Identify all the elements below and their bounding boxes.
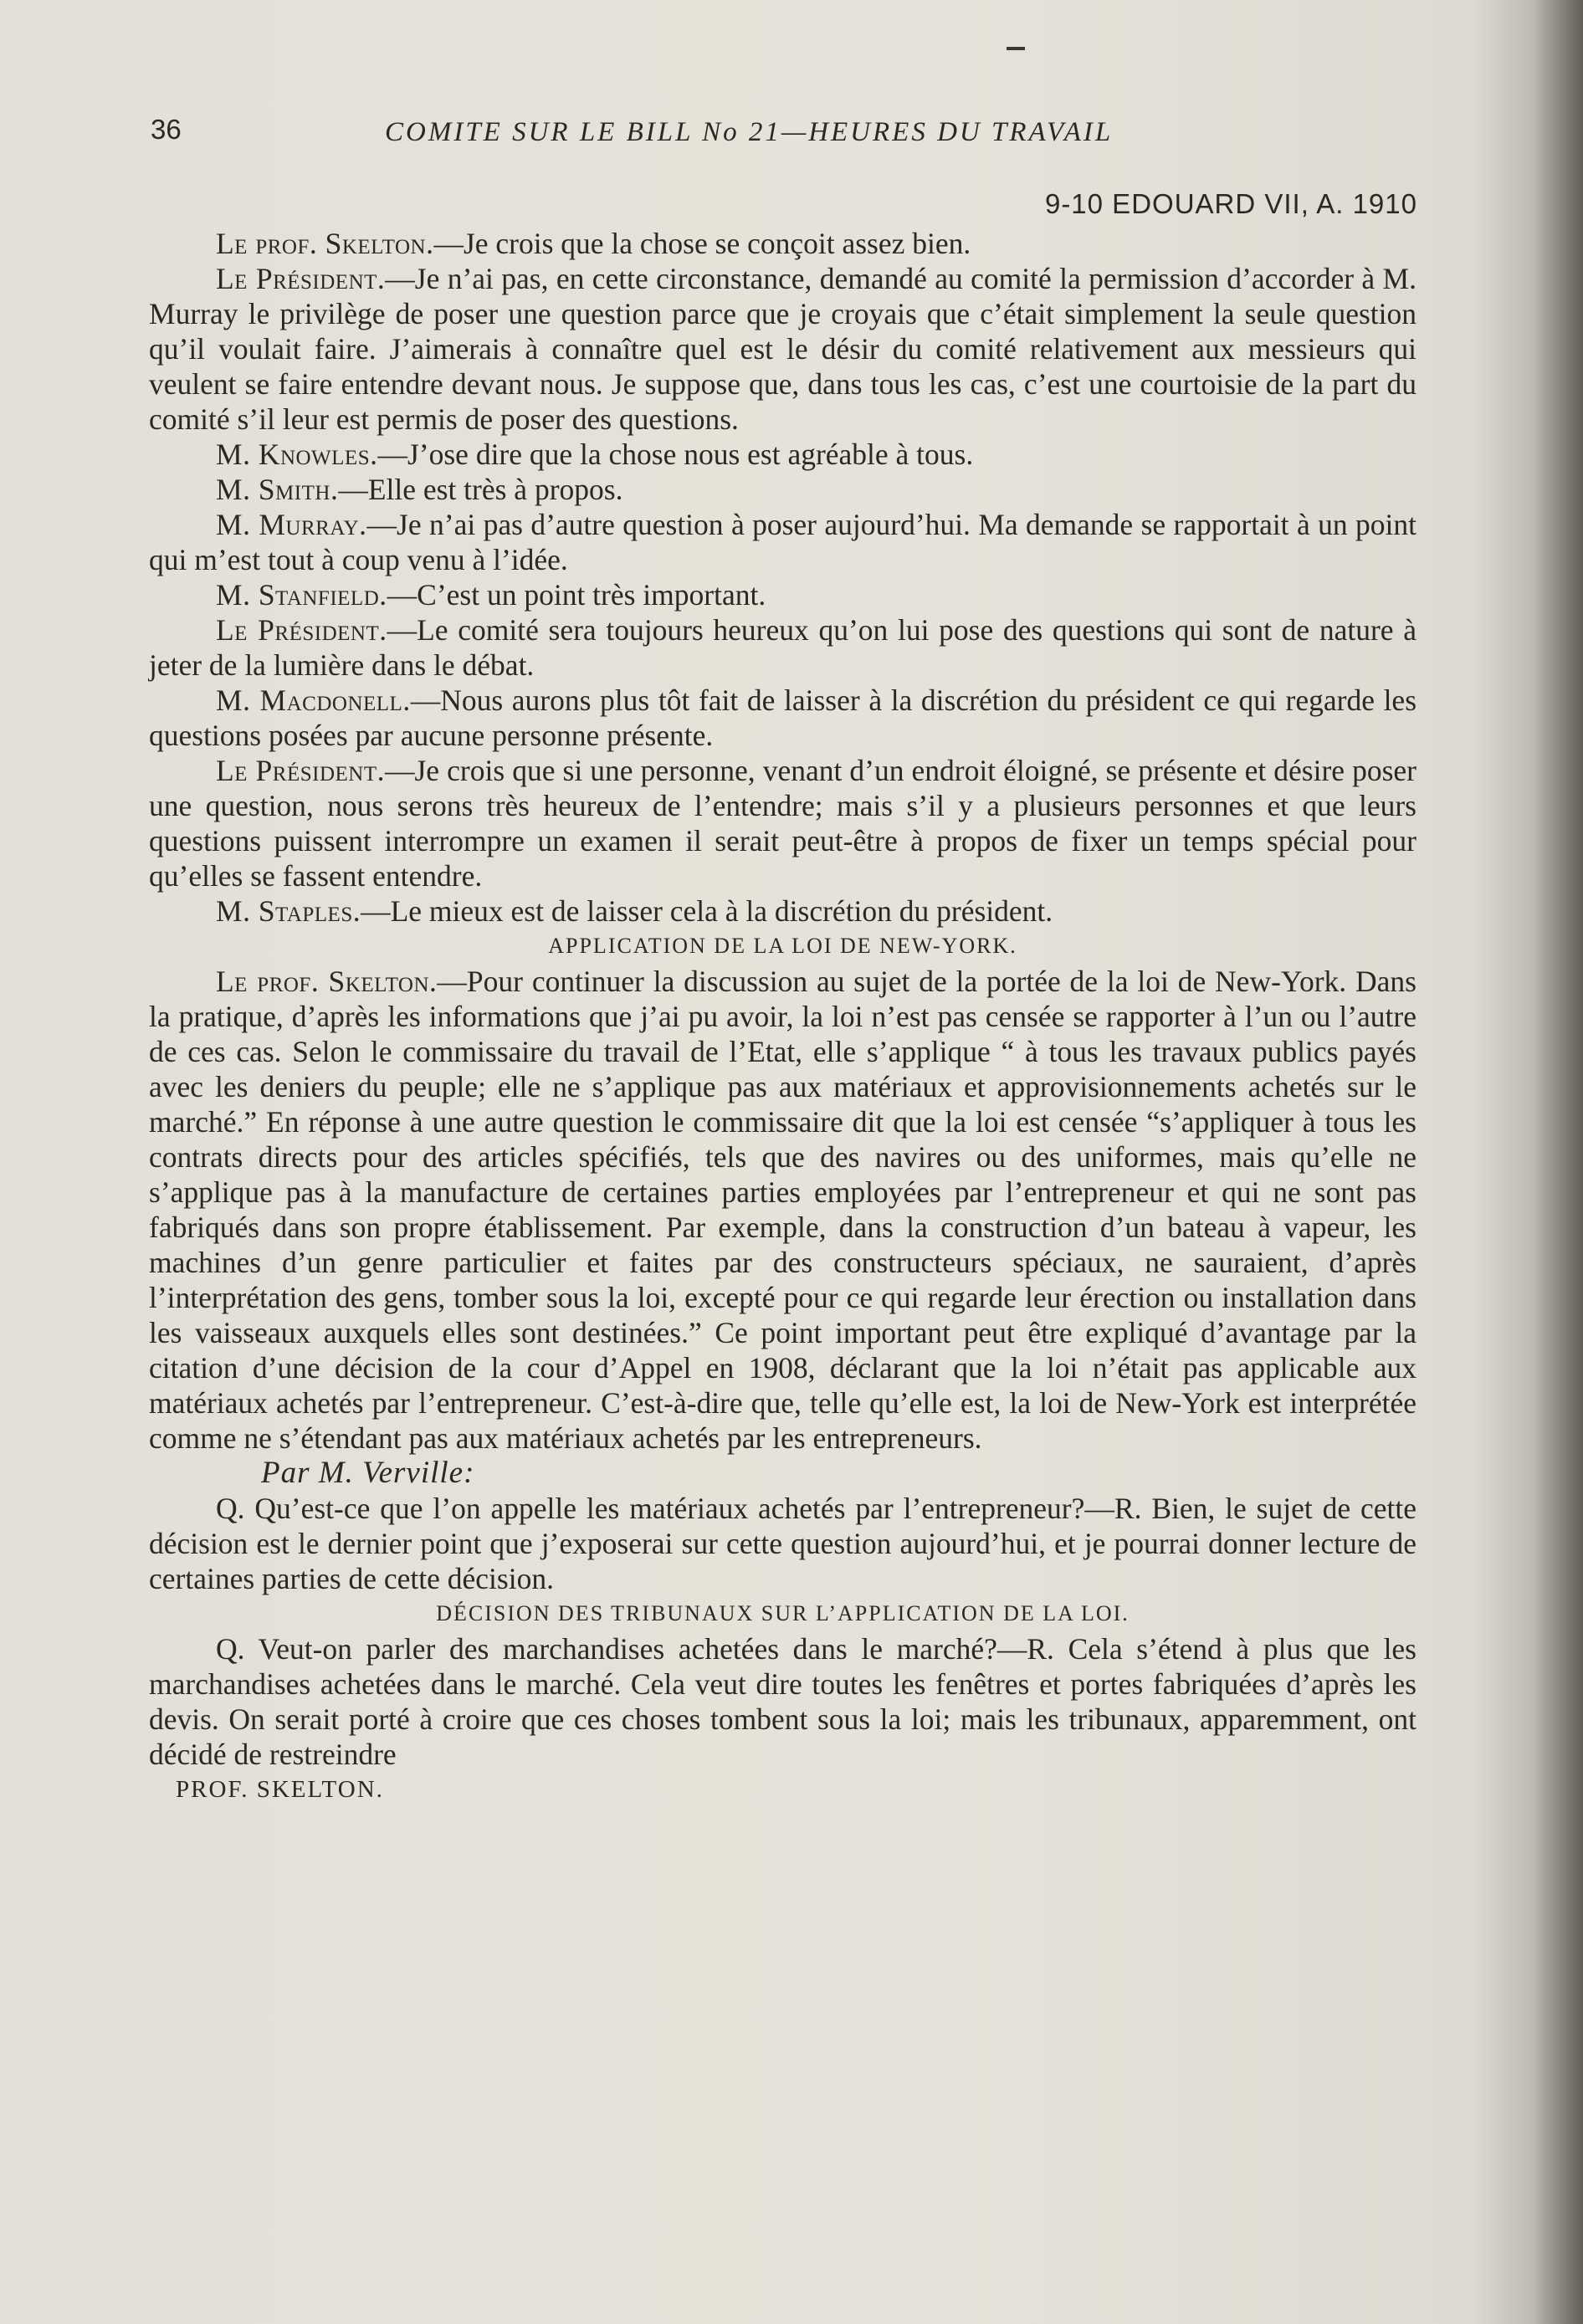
paragraph-text: —J’ose dire que la chose nous est agréable à tous. bbox=[377, 438, 974, 471]
running-head bbox=[151, 107, 1422, 157]
speaker-name: Le Président. bbox=[216, 613, 387, 647]
section-heading: DÉCISION DES TRIBUNAUX SUR L’APPLICATION DE LA LOI. bbox=[436, 1601, 1130, 1625]
speaker-name: Le Président. bbox=[216, 262, 386, 295]
paragraph bbox=[149, 964, 1417, 1456]
paragraph-text: —Pour continuer la discussion au sujet de la portée de la loi de New-York. Dans la pratique, d’après les informations que j’ai pu avoir, la loi n’est pas censée se rapporter à l’un ou l’autre de ces cas. Selon le commissaire du travail de l’Etat, elle s’applique “ à tous les travaux publics payés avec les deniers du peuple; elle ne s’applique pas aux matériaux et approvisionnements achetés sur le marché.” En réponse à une autre question le commissaire dit que la loi est censée “s’appliquer à tous les contrats directs pour des articles spécifiés, tels que des navires ou des uniformes, mais qu’elle ne s’applique pas à la manufacture de certaines parties employées par l’entrepreneur et qui ne sont pas fabriqués dans son propre établissement. Par exemple, dans la construction d’un bateau à vapeur, les machines d’un genre particulier et faites par des constructeurs spéciaux, ne sauraient, d’après l’interprétation des gens, tomber sous la loi, excepté pour ce qui regarde leur érection ou installation dans les vaisseaux auxquels elles sont destinées.” Ce point important peut être expliqué d’avantage par la citation d’une décision de la cour d’Appel en 1908, déclarant que la loi n’était pas applicable aux matériaux achetés par l’entrepreneur. C’est-à-dire que, telle qu’elle est, la loi de New-York est interprétée comme ne s’étendant pas aux matériaux achetés par les entrepreneurs. bbox=[149, 965, 1417, 1455]
paragraph bbox=[149, 261, 1417, 437]
speaker-name: Le prof. Skelton. bbox=[216, 965, 438, 998]
paragraph bbox=[149, 226, 1417, 261]
page-header-title: COMITE SUR LE BILL No 21—HEURES DU TRAVAIL bbox=[385, 117, 1114, 147]
paragraph bbox=[149, 577, 1417, 612]
paragraph bbox=[149, 472, 1417, 507]
paragraph bbox=[149, 753, 1417, 893]
paragraph bbox=[149, 683, 1417, 753]
paragraph-text: —Je n’ai pas, en cette circonstance, demandé au comité la permission d’accorder à M. Murray le privilège de poser une question parce que je croyais que c’était simplement la seule question qu’il voulait faire. J’aimerais à connaître quel est le désir du comité relativement aux messieurs qui veulent se faire entendre devant nous. Je suppose que, dans tous les cas, c’est une courtoisie de la part du comité s’il leur est permis de poser des questions. bbox=[149, 262, 1417, 436]
paragraph bbox=[149, 437, 1417, 472]
paragraph-text: —Le comité sera toujours heureux qu’on lui pose des questions qui sont de nature à jeter de la lumière dans le débat. bbox=[149, 613, 1417, 682]
running-foot: PROF. SKELTON. bbox=[176, 1776, 384, 1803]
paragraph bbox=[149, 507, 1417, 577]
questioner-heading: Par M. Verville: bbox=[261, 1456, 475, 1490]
speaker-name: M. Smith. bbox=[216, 473, 339, 506]
section-heading: APPLICATION DE LA LOI DE NEW-YORK. bbox=[548, 934, 1017, 958]
paragraph-text: —Elle est très à propos. bbox=[338, 473, 623, 506]
speaker-name: Le prof. Skelton. bbox=[216, 227, 434, 260]
regnal-year: 9-10 EDOUARD VII, A. 1910 bbox=[1044, 188, 1417, 219]
paragraph bbox=[149, 612, 1417, 683]
qa-paragraph: Q. Qu’est-ce que l’on appelle les matériaux achetés par l’entrepreneur?—R. Bien, le sujet de cette décision est le dernier point que j’exposerai sur cette question aujourd’hui, et je pourrai donner lecture de certaines parties de cette décision. bbox=[149, 1492, 1417, 1595]
paragraph-text: —Nous aurons plus tôt fait de laisser à la discrétion du président ce qui regarde les questions posées par aucune personne présente. bbox=[149, 683, 1417, 752]
paragraph bbox=[149, 893, 1417, 929]
speaker-name: M. Macdonell. bbox=[216, 683, 411, 717]
document-body bbox=[149, 226, 1417, 1807]
speaker-name: Le Président. bbox=[216, 754, 385, 787]
paragraph-text: —Je crois que la chose se conçoit assez bien. bbox=[433, 227, 971, 260]
paragraph-text: —Le mieux est de laisser cela à la discrétion du président. bbox=[361, 894, 1053, 928]
page-edge-shadow bbox=[1533, 0, 1583, 2324]
speaker-name: M. Murray. bbox=[216, 508, 367, 541]
paragraph-text: —Je n’ai pas d’autre question à poser aujourd’hui. Ma demande se rapportait à un point qui m’est tout à coup venu à l’idée. bbox=[149, 508, 1417, 576]
page-number: 36 bbox=[151, 114, 182, 145]
paragraph-text: —Je crois que si une personne, venant d’un endroit éloigné, se présente et désire poser une question, nous serons très heureux de l’entendre; mais s’il y a plusieurs personnes et que leurs questions puissent interrompre un examen il serait peut-être à propos de fixer un temps spécial pour qu’elles se fassent entendre. bbox=[149, 754, 1417, 893]
qa-paragraph: Q. Veut-on parler des marchandises achetées dans le marché?—R. Cela s’étend à plus que les marchandises achetées dans le marché. Cela veut dire toutes les fenêtres et portes fabriquées d’après les devis. On serait porté à croire que ces choses tombent sous la loi; mais les tribunaux, apparemment, ont décidé de restreindre bbox=[149, 1632, 1417, 1771]
paragraph-text: —C’est un point très important. bbox=[387, 578, 766, 612]
speaker-name: M. Stanfield. bbox=[216, 578, 387, 612]
speaker-name: M. Knowles. bbox=[216, 438, 378, 471]
printer-mark bbox=[1007, 47, 1025, 50]
speaker-name: M. Staples. bbox=[216, 894, 361, 928]
